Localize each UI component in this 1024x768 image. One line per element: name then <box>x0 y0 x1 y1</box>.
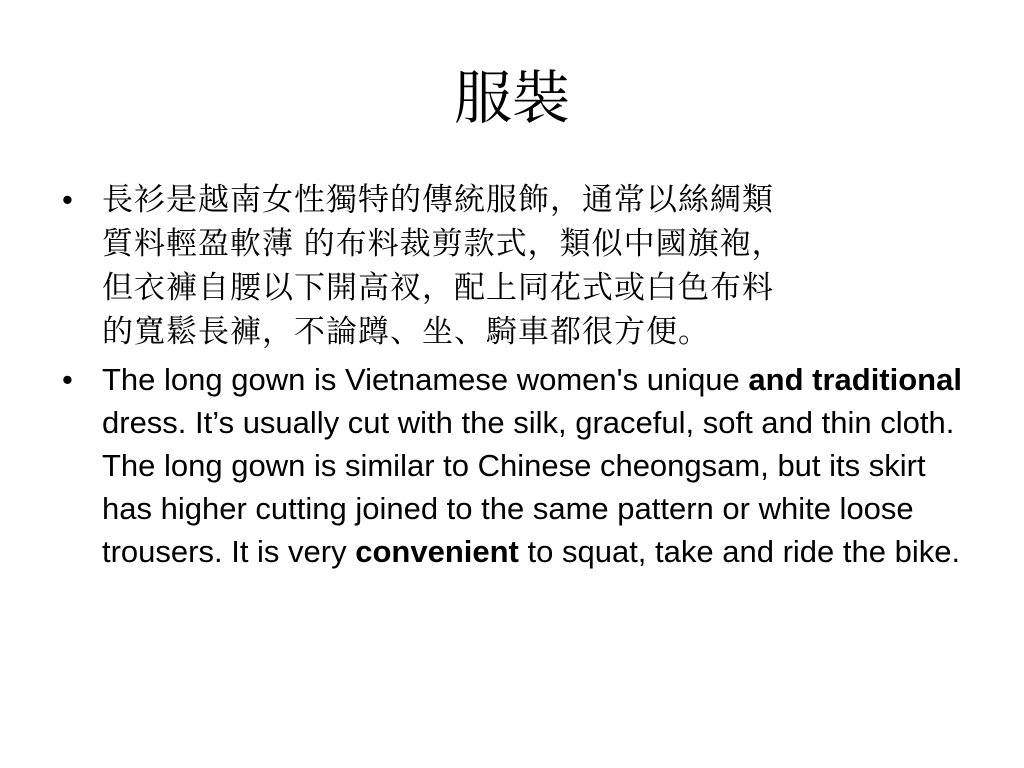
chinese-text-line: 但衣褲自腰以下開高衩，配上同花式或白色布料 <box>102 270 774 305</box>
english-text: dress. It’s usually cut with the silk, graceful, soft and thin cloth. The long gown is similar to Chinese cheongsam, but its skirt has higher cutting joined to the same pattern or white loose trousers. It is very <box>102 405 955 569</box>
bullet-item-chinese <box>62 178 972 354</box>
bullet-marker: • <box>62 182 74 217</box>
chinese-text-line: 的寬鬆長褲，不論蹲、坐、騎車都很方便。 <box>102 314 710 349</box>
chinese-text-line: 長衫是越南女性獨特的傳統服飾，通常以絲綢類 <box>102 182 774 217</box>
emphasis-text: and traditional <box>748 362 962 397</box>
bullet-list <box>62 178 972 573</box>
bullet-item-english <box>62 358 972 573</box>
english-text: The long gown is Vietnamese women's unique <box>102 362 749 397</box>
chinese-text-line: 質料輕盈軟薄 的布料裁剪款式，類似中國旗袍， <box>102 226 784 261</box>
slide-title: 服裝 <box>453 64 570 132</box>
bullet-marker: • <box>62 362 73 397</box>
english-text: to squat, take and ride the bike. <box>518 534 961 569</box>
emphasis-text: convenient <box>355 534 519 569</box>
